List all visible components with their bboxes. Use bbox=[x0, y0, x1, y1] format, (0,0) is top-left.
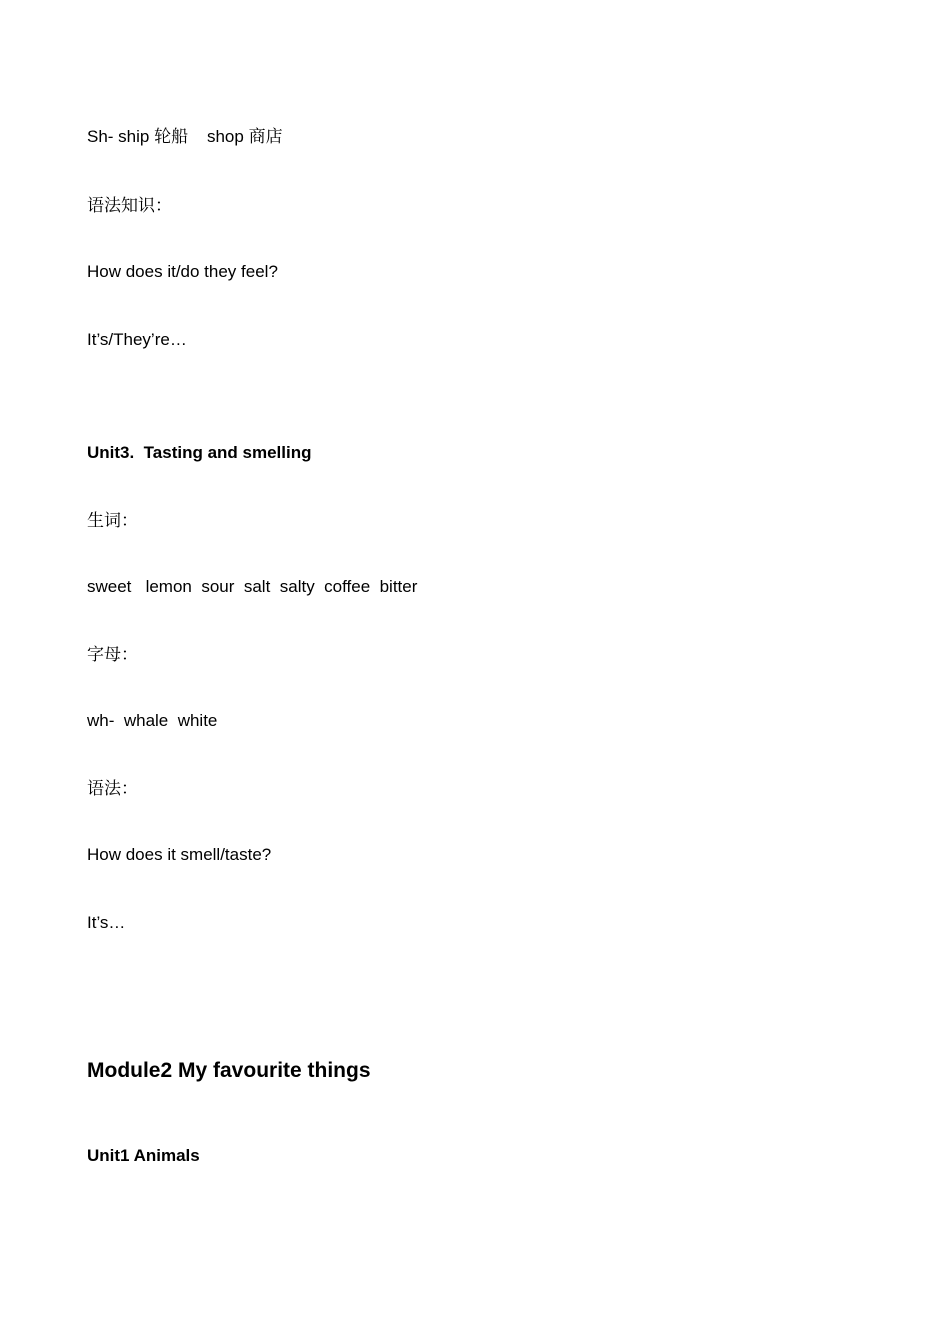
grammar-knowledge-label: 语法知识： bbox=[87, 196, 172, 216]
vocabulary-words: sweet lemon sour salt salty coffee bitter bbox=[87, 577, 418, 596]
vocabulary-label: 生词： bbox=[87, 511, 138, 531]
phonics-sh-line: Sh- ship 轮船 shop 商店 bbox=[87, 127, 283, 146]
grammar-question-feel: How does it/do they feel? bbox=[87, 262, 278, 281]
unit3-heading: Unit3. Tasting and smelling bbox=[87, 443, 312, 462]
grammar-answer-feel: It’s/They’re… bbox=[87, 330, 187, 349]
letters-wh-line: wh- whale white bbox=[87, 711, 218, 730]
letters-label: 字母： bbox=[87, 645, 138, 665]
grammar-answer-taste: It’s… bbox=[87, 913, 126, 932]
grammar-question-taste: How does it smell/taste? bbox=[87, 845, 272, 864]
module2-heading: Module2 My favourite things bbox=[87, 1059, 371, 1082]
grammar-label: 语法： bbox=[87, 779, 138, 799]
unit1-heading: Unit1 Animals bbox=[87, 1146, 200, 1165]
